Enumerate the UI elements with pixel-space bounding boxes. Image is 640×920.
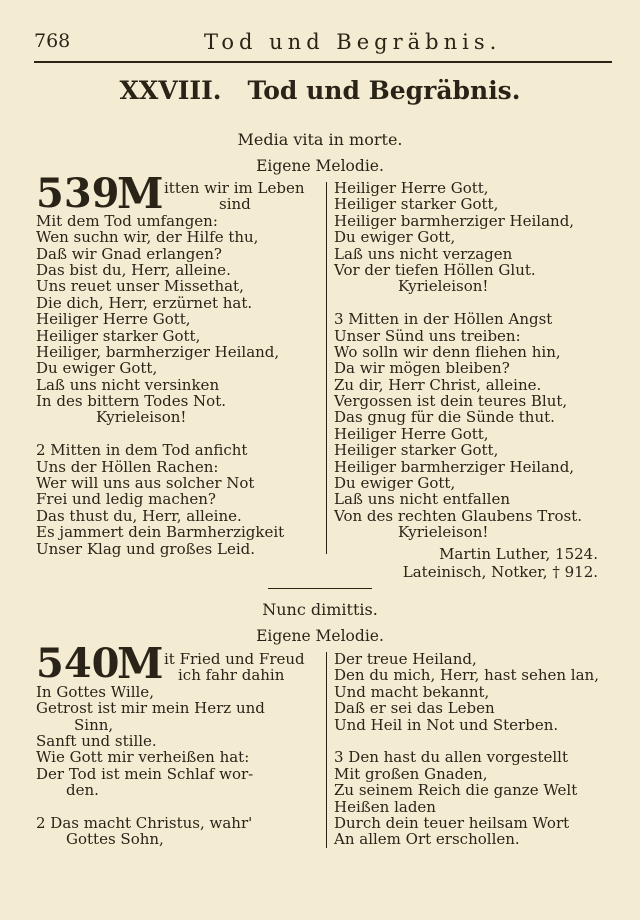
stanza-gap <box>334 733 609 749</box>
verse-line: Die dich, Herr, erzürnet hat. <box>36 293 253 312</box>
verse-line: Heiliger starker Gott, <box>36 326 201 345</box>
verse-line: Der Tod ist mein Schlaf wor- <box>36 764 254 783</box>
verse-line: Uns der Höllen Rachen: <box>36 457 219 476</box>
hymn-539-latin-title: Media vita in morte. <box>237 130 403 149</box>
verse-line: Heiliger barmherziger Heiland, <box>334 211 575 230</box>
verse-line: Unser Sünd uns treiben: <box>334 326 521 345</box>
verse-line: An allem Ort erschollen. <box>334 830 520 849</box>
verse-line: Daß er sei das Leben <box>334 699 495 718</box>
verse-line: Da wir mögen bleiben? <box>334 359 510 378</box>
hymn-540-initial: M <box>117 639 164 688</box>
verse-line: Durch dein teuer heilsam Wort <box>334 813 570 832</box>
verse-line: Heiliger, barmherziger Heiland, <box>36 342 280 361</box>
verse-line: Mit dem Tod umfangen: <box>36 211 218 230</box>
hymn-539-number: 539 <box>36 170 120 217</box>
verse-line: Frei und ledig machen? <box>36 490 216 509</box>
hymn-539-right-column <box>334 180 609 541</box>
verse-line: Wie Gott mir verheißen hat: <box>36 748 250 767</box>
verse-line: Sinn, <box>74 715 114 734</box>
verse-line: 2 Das macht Christus, wahr' <box>36 813 253 832</box>
verse-line: Unser Klag und großes Leid. <box>36 539 255 558</box>
verse-line: Wer will uns aus solcher Not <box>36 474 255 493</box>
hymn-540-right-column <box>334 651 609 848</box>
verse-line: Das bist du, Herr, alleine. <box>36 260 231 279</box>
verse-line: Zu dir, Herr Christ, alleine. <box>334 375 542 394</box>
verse-line: Wo solln wir denn fliehen hin, <box>334 342 561 361</box>
verse-line: Vor der tiefen Höllen Glut. <box>334 260 536 279</box>
verse-line: Das thust du, Herr, alleine. <box>36 506 242 525</box>
verse-line: Kyrieleison! <box>398 277 489 296</box>
verse-line: Und Heil in Not und Sterben. <box>334 715 559 734</box>
running-title: Tod und Begräbnis. <box>204 30 502 54</box>
verse-line: Heiliger starker Gott, <box>334 441 499 460</box>
verse-line: Uns reuet unser Missethat, <box>36 277 244 296</box>
hymn-539-melody: Eigene Melodie. <box>256 157 384 175</box>
verse-line: Heiliger Herre Gott, <box>334 424 489 443</box>
verse-line: Kyrieleison! <box>96 408 187 427</box>
chapter-number: XXVIII. <box>119 76 222 105</box>
hymn-540-left-column <box>36 651 321 848</box>
verse-line: Laß uns nicht entfallen <box>334 490 510 509</box>
verse-line: itten wir im Leben <box>164 179 305 197</box>
hymn-539-author: Martin Luther, 1524. <box>439 545 598 563</box>
hymn-separator <box>268 588 372 589</box>
verse-line: Den du mich, Herr, hast sehen lan, <box>334 666 599 685</box>
chapter-title: Tod und Begräbnis. <box>247 76 521 105</box>
column-divider <box>326 182 327 554</box>
verse-line: Heiliger starker Gott, <box>334 195 499 214</box>
verse-line: Wen suchn wir, der Hilfe thu, <box>36 228 259 247</box>
verse-line: Und macht bekannt, <box>334 682 490 701</box>
verse-line: Sanft und stille. <box>36 731 157 750</box>
verse-line: Das gnug für die Sünde thut. <box>334 408 555 427</box>
hymn-540-melody: Eigene Melodie. <box>256 627 384 645</box>
verse-line: Du ewiger Gott, <box>334 228 456 247</box>
verse-line: Gottes Sohn, <box>66 830 164 849</box>
verse-line: den. <box>66 781 99 800</box>
page-number: 768 <box>34 30 71 52</box>
hymn-539-source: Lateinisch, Notker, † 912. <box>402 563 598 581</box>
hymn-539-left-column <box>36 180 321 557</box>
hymn-539-initial: M <box>117 169 164 218</box>
verse-line: Heißen laden <box>334 797 436 816</box>
stanza-gap <box>36 426 321 442</box>
hymn-540-latin-title: Nunc dimittis. <box>262 600 378 619</box>
stanza-gap <box>334 295 609 311</box>
verse-line: 3 Mitten in der Höllen Angst <box>334 310 553 329</box>
verse-line: In Gottes Wille, <box>36 682 154 701</box>
verse-line: Zu seinem Reich die ganze Welt <box>334 781 578 800</box>
verse-line: Getrost ist mir mein Herz und <box>36 699 265 718</box>
verse-line: Du ewiger Gott, <box>334 474 456 493</box>
verse-line: it Fried und Freud <box>164 650 305 668</box>
verse-line: 3 Den hast du allen vorgestellt <box>334 748 568 767</box>
header-rule <box>34 61 612 63</box>
verse-line: Der treue Heiland, <box>334 650 477 668</box>
verse-line: 2 Mitten in dem Tod anficht <box>36 441 248 460</box>
chapter-heading <box>0 76 640 105</box>
stanza-gap <box>36 799 321 815</box>
verse-line: Du ewiger Gott, <box>36 359 158 378</box>
verse-line: sind <box>219 195 251 214</box>
verse-line: Heiliger barmherziger Heiland, <box>334 457 575 476</box>
hymn-540-number: 540 <box>36 640 120 687</box>
verse-line: ich fahr dahin <box>178 666 285 685</box>
verse-line: Heiliger Herre Gott, <box>36 310 191 329</box>
column-divider <box>326 652 327 848</box>
verse-line: Daß wir Gnad erlangen? <box>36 244 222 263</box>
verse-line: Laß uns nicht verzagen <box>334 244 513 263</box>
running-header <box>34 30 614 58</box>
verse-line: Vergossen ist dein teures Blut, <box>334 392 568 411</box>
verse-line: In des bittern Todes Not. <box>36 392 226 411</box>
verse-line: Kyrieleison! <box>398 523 489 542</box>
verse-line: Laß uns nicht versinken <box>36 375 220 394</box>
verse-line: Mit großen Gnaden, <box>334 764 488 783</box>
verse-line: Heiliger Herre Gott, <box>334 179 489 197</box>
verse-line: Von des rechten Glaubens Trost. <box>334 506 582 525</box>
verse-line: Es jammert dein Barmherzigkeit <box>36 523 285 542</box>
